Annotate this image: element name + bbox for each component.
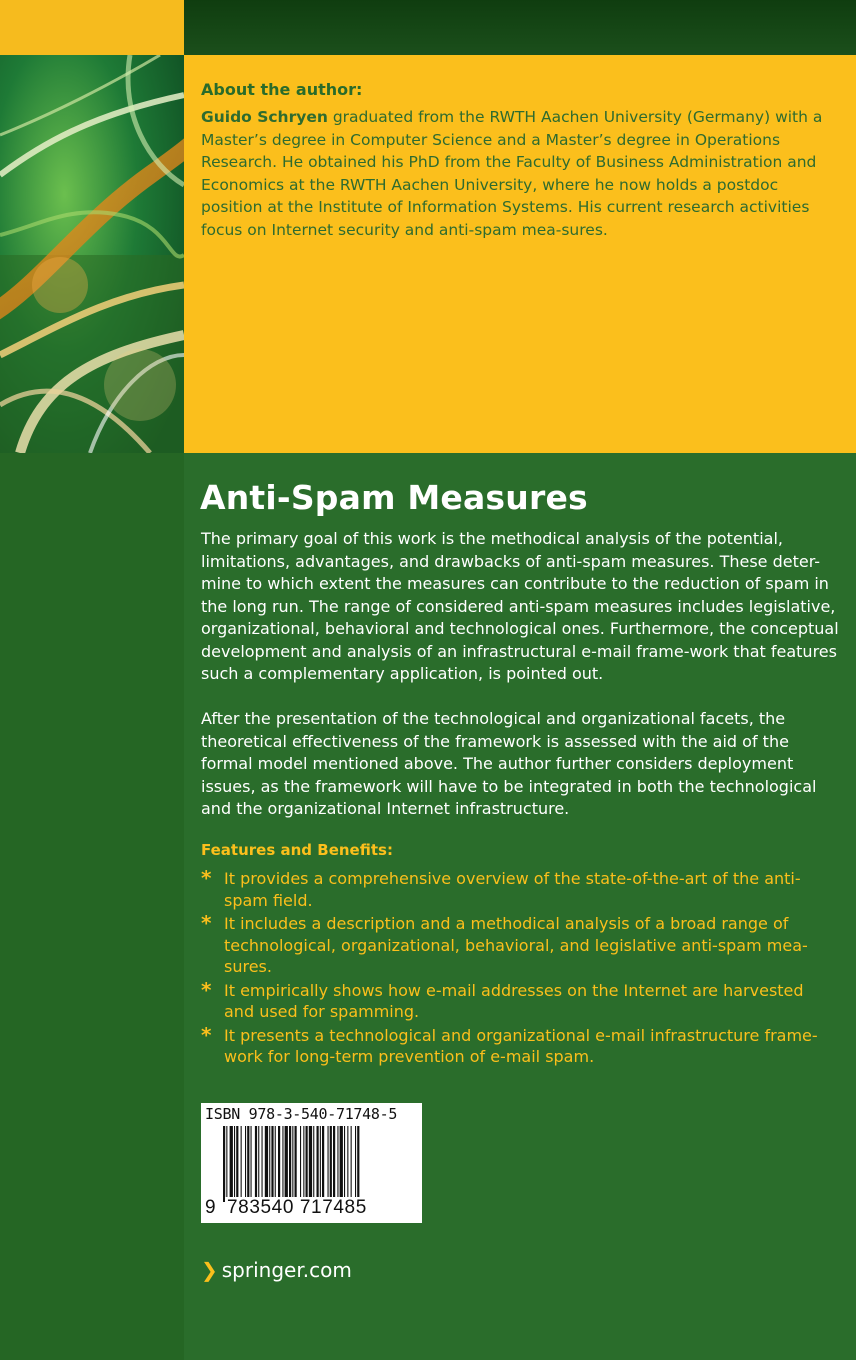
barcode-bar: [271, 1126, 273, 1202]
barcode-bar: [289, 1126, 291, 1202]
isbn-number: ISBN 978-3-540-71748-5: [205, 1105, 398, 1123]
barcode-bar: [309, 1126, 312, 1202]
barcode-bar: [300, 1126, 301, 1202]
features-heading: Features and Benefits:: [201, 841, 393, 859]
author-name: Guido Schryen: [201, 108, 328, 126]
author-panel: [184, 55, 856, 453]
barcode-bar: [303, 1126, 304, 1202]
barcode-bar: [255, 1126, 257, 1202]
barcode-bar: [320, 1126, 321, 1202]
feature-item: * It provides a comprehensive overview of the state-of-the-art of the anti-spam field.: [201, 866, 801, 910]
barcode-bar: [247, 1126, 249, 1202]
barcode-bar: [317, 1126, 319, 1202]
barcode-bar: [226, 1126, 227, 1202]
feature-item: * It includes a description and a methodical analysis of a broad range of technological, organizational, behavioral, and legislative anti-spam mea-sures.: [201, 911, 808, 976]
barcode-bar: [241, 1126, 242, 1202]
top-left-color-bar: [0, 0, 184, 55]
star-bullet-icon: *: [201, 977, 212, 1002]
barcode-bar: [278, 1126, 280, 1202]
cover-artwork: [0, 55, 184, 453]
barcode-bar: [306, 1126, 308, 1202]
star-bullet-icon: *: [201, 1022, 212, 1047]
barcode-bar: [258, 1126, 259, 1202]
top-right-color-bar: [184, 0, 856, 55]
barcode-first-digit: 9: [205, 1197, 216, 1218]
barcode-bar: [285, 1126, 288, 1202]
barcode-bar: [355, 1126, 356, 1202]
description-panel: [184, 453, 856, 1360]
barcode-bar: [337, 1126, 338, 1202]
left-green-strip: [0, 453, 184, 1360]
publisher-website[interactable]: [201, 1258, 352, 1282]
features-list: [201, 868, 826, 1070]
barcode-bar: [292, 1126, 293, 1202]
barcode-bar: [313, 1126, 314, 1202]
barcode-bar: [223, 1126, 225, 1202]
feature-item: * It presents a technological and organizational e-mail infrastructure frame-work for long-term prevention of e-mail spam.: [201, 1022, 818, 1066]
feature-item: * It empirically shows how e-mail addresses on the Internet are harvested and used for spamming.: [201, 977, 804, 1021]
barcode-bar: [234, 1126, 235, 1202]
publisher-website-text: springer.com: [221, 1258, 352, 1282]
author-bio: [201, 106, 841, 241]
description-paragraph-2: After the presentation of the technological and organizational facets, the theoretical effectiveness of the framework is assessed with the aid of the formal model mentioned above. The author further considers deployment issues, as the framework will have to be integrated in both the technological and the organizational Internet infrastructure.: [201, 709, 817, 818]
barcode-bar: [282, 1126, 283, 1202]
barcode-bar: [347, 1126, 348, 1202]
description-paragraph-1: The primary goal of this work is the methodical analysis of the potential, limitations, advantages, and drawbacks of anti-spam measures. These deter-mine to which extent the measures can contribute to the reduction of spam in the long run. The range of considered anti-spam measures includes legislative, organizational, behavioral and technological ones. Furthermore, the conceptual development and analysis of an infrastructural e-mail frame-work that features such a complementary application, is pointed out.: [201, 529, 839, 683]
barcode-bar: [295, 1126, 297, 1202]
barcode-bar: [340, 1126, 343, 1202]
barcode-bar: [322, 1126, 324, 1202]
barcode-bar: [236, 1126, 238, 1202]
author-heading: About the author:: [201, 80, 363, 99]
barcode-bar: [351, 1126, 352, 1202]
barcode-bar: [251, 1126, 252, 1202]
barcode-digits: 783540 717485: [227, 1197, 367, 1218]
barcode-bar: [357, 1126, 359, 1202]
barcode-bar: [262, 1126, 263, 1202]
barcode-bar: [230, 1126, 233, 1202]
barcode-bar: [275, 1126, 276, 1202]
isbn-barcode: [201, 1103, 422, 1223]
barcode-bar: [245, 1126, 246, 1202]
barcode-bars: [223, 1126, 416, 1202]
barcode-bar: [328, 1126, 329, 1202]
barcode-bar: [344, 1126, 345, 1202]
book-title: Anti-Spam Measures: [200, 478, 588, 517]
barcode-bar: [269, 1126, 270, 1202]
barcode-bar: [333, 1126, 335, 1202]
barcode-bar: [330, 1126, 332, 1202]
author-bio-text: graduated from the RWTH Aachen University (Germany) with a Master’s degree in Computer Science and a Master’s degree in Operations Research. He obtained his PhD from the Faculty of Business Administration and Economics at the RWTH Aachen University, where he now holds a postdoc position at the Institute of Information Systems. His current research activities focus on Internet security and anti-spam mea-sures.: [201, 108, 823, 239]
star-bullet-icon: *: [201, 866, 212, 890]
chevron-right-icon: ❯: [201, 1258, 218, 1282]
barcode-bar: [265, 1126, 268, 1202]
star-bullet-icon: *: [201, 911, 212, 935]
